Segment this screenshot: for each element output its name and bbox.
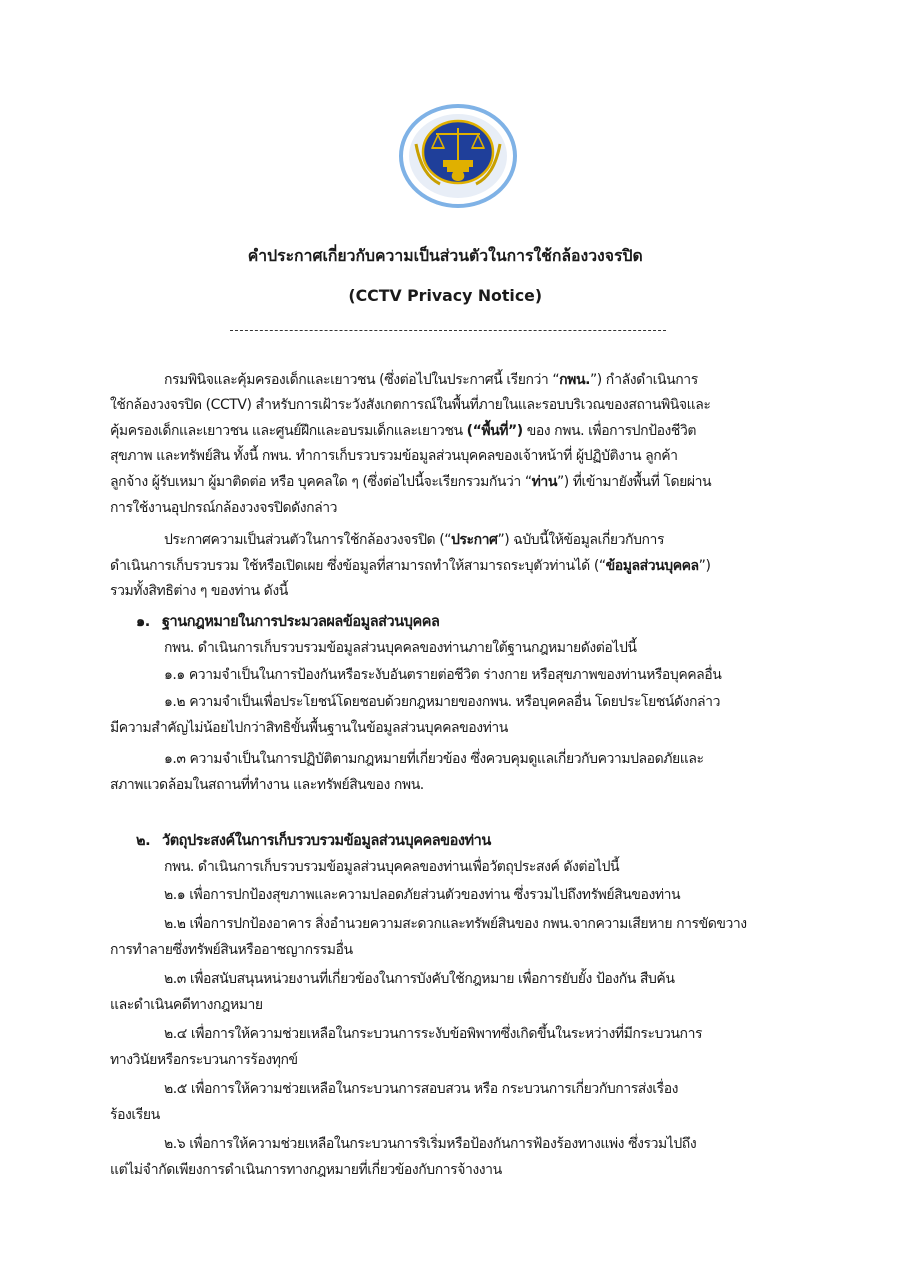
notice-subtitle: (CCTV Privacy Notice) [348, 286, 543, 305]
section-2-item: ร้องเรียน [110, 1107, 160, 1123]
section-1-item: ๑.๑ ความจำเป็นในการป้องกันหรือระงับอันตรายต่อชีวิต ร่างกาย หรือสุขภาพของท่านหรือบุคคลอื่น [164, 667, 722, 683]
section-1-lead: กพน. ดำเนินการเก็บรวบรวมข้อมูลส่วนบุคคลของท่านภายใต้ฐานกฎหมายดังต่อไปนี้ [164, 640, 637, 656]
intro-line: ลูกจ้าง ผู้รับเหมา ผู้มาติดต่อ หรือ บุคคลใด ๆ (ซึ่งต่อไปนี้จะเรียกรวมกันว่า “ท่าน”) ที่เข้ามายังพื้นที่ โดยผ่าน [110, 474, 712, 490]
section-2-item: และดำเนินคดีทางกฎหมาย [110, 997, 263, 1013]
section-2-item: แต่ไม่จำกัดเพียงการดำเนินการทางกฎหมายที่เกี่ยวข้องกับการจ้างงาน [110, 1162, 502, 1178]
section-1-item: สภาพแวดล้อมในสถานที่ทำงาน และทรัพย์สินของ กพน. [110, 777, 424, 793]
intro-line: กรมพินิจและคุ้มครองเด็กและเยาวชน (ซึ่งต่อไปในประกาศนี้ เรียกว่า “กพน.”) กำลังดำเนินการ [164, 372, 698, 388]
intro-line: การใช้งานอุปกรณ์กล้องวงจรปิดดังกล่าว [110, 500, 338, 516]
section-2-item: การทำลายซึ่งทรัพย์สินหรืออาชญากรรมอื่น [110, 942, 353, 958]
department-logo [398, 104, 518, 208]
notice-title: คำประกาศเกี่ยวกับความเป็นส่วนตัวในการใช้กล้องวงจรปิด [247, 246, 643, 265]
section-1-item: มีความสำคัญไม่น้อยไปกว่าสิทธิขั้นพื้นฐานในข้อมูลส่วนบุคคลของท่าน [110, 720, 508, 736]
intro-line: รวมทั้งสิทธิต่าง ๆ ของท่าน ดังนี้ [110, 583, 288, 599]
section-2-item: ๒.๒ เพื่อการปกป้องอาคาร สิ่งอำนวยความสะดวกและทรัพย์สินของ กพน.จากความเสียหาย การขัดขวาง [164, 916, 747, 932]
section-1-item: ๑.๒ ความจำเป็นเพื่อประโยชน์โดยชอบด้วยกฎหมายของกพน. หรือบุคคลอื่น โดยประโยชน์ดังกล่าว [164, 694, 721, 710]
section-1-heading: ๑. ฐานกฎหมายในการประมวลผลข้อมูลส่วนบุคคล [136, 614, 440, 630]
section-2-lead: กพน. ดำเนินการเก็บรวบรวมข้อมูลส่วนบุคคลของท่านเพื่อวัตถุประสงค์ ดังต่อไปนี้ [164, 859, 620, 875]
section-2-item: ๒.๖ เพื่อการให้ความช่วยเหลือในกระบวนการริเริ่มหรือป้องกันการฟ้องร้องทางแพ่ง ซึ่งรวมไปถึง [164, 1136, 697, 1152]
intro-line: ประกาศความเป็นส่วนตัวในการใช้กล้องวงจรปิด (“ประกาศ”) ฉบับนี้ให้ข้อมูลเกี่ยวกับการ [164, 532, 665, 548]
section-2-item: ๒.๑ เพื่อการปกป้องสุขภาพและความปลอดภัยส่วนตัวของท่าน ซึ่งรวมไปถึงทรัพย์สินของท่าน [164, 887, 681, 903]
section-2-item: ทางวินัยหรือกระบวนการร้องทุกข์ [110, 1052, 298, 1068]
intro-line: ใช้กล้องวงจรปิด (CCTV) สำหรับการเฝ้าระวังสังเกตการณ์ในพื้นที่ภายในและรอบบริเวณของสถานพินิจและ [110, 397, 711, 413]
divider [230, 330, 666, 331]
section-1-item: ๑.๓ ความจำเป็นในการปฏิบัติตามกฎหมายที่เกี่ยวข้อง ซึ่งควบคุมดูแลเกี่ยวกับความปลอดภัยและ [164, 751, 704, 767]
intro-line: ดำเนินการเก็บรวบรวม ใช้หรือเปิดเผย ซึ่งข้อมูลที่สามารถทำให้สามารถระบุตัวท่านได้ (“ข้อมูลส่วนบุคคล”) [110, 558, 711, 574]
section-2-item: ๒.๓ เพื่อสนับสนุนหน่วยงานที่เกี่ยวข้องในการบังคับใช้กฎหมาย เพื่อการยับยั้ง ป้องกัน สืบค้น [164, 971, 675, 987]
intro-line: คุ้มครองเด็กและเยาวชน และศูนย์ฝึกและอบรมเด็กและเยาวชน (“พื้นที่”) ของ กพน. เพื่อการปกป้องชีวิต [110, 423, 697, 439]
section-2-item: ๒.๕ เพื่อการให้ความช่วยเหลือในกระบวนการสอบสวน หรือ กระบวนการเกี่ยวกับการส่งเรื่อง [164, 1081, 679, 1097]
intro-line: สุขภาพ และทรัพย์สิน ทั้งนี้ กพน. ทำการเก็บรวบรวมข้อมูลส่วนบุคคลของเจ้าหน้าที่ ผู้ปฏิบัติงาน ลูกค้า [110, 448, 678, 464]
section-2-heading: ๒. วัตถุประสงค์ในการเก็บรวบรวมข้อมูลส่วนบุคคลของท่าน [136, 833, 491, 849]
section-2-item: ๒.๔ เพื่อการให้ความช่วยเหลือในกระบวนการระงับข้อพิพาทซึ่งเกิดขึ้นในระหว่างที่มีกระบวนการ [164, 1026, 703, 1042]
